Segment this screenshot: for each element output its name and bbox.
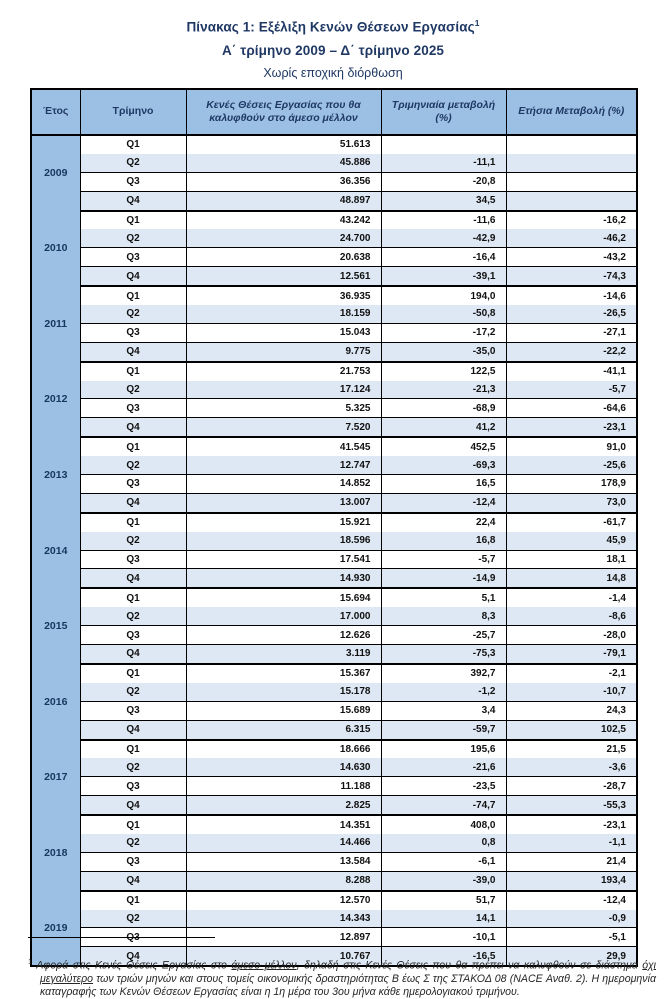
vacancies-cell: 3.119 <box>186 645 381 664</box>
table-row <box>31 758 637 776</box>
quarter-cell: Q3 <box>80 475 186 494</box>
quarterly-change-cell: -16,4 <box>381 248 506 267</box>
quarter-cell: Q2 <box>80 305 186 323</box>
year-cell: 2012 <box>31 362 80 438</box>
table-row <box>31 418 637 437</box>
footnote-marker: 1 <box>28 956 33 966</box>
vacancies-cell: 17.124 <box>186 381 381 399</box>
vacancies-cell: 36.935 <box>186 286 381 305</box>
vacancies-cell: 24.700 <box>186 229 381 247</box>
quarter-cell: Q1 <box>80 211 186 230</box>
quarterly-change-cell: -17,2 <box>381 323 506 342</box>
table-row <box>31 626 637 645</box>
annual-change-cell: -28,7 <box>506 777 637 796</box>
quarterly-change-cell: -16,5 <box>381 947 506 966</box>
document-titles <box>0 18 666 80</box>
table-row <box>31 834 637 852</box>
annual-change-cell: 45,9 <box>506 532 637 550</box>
vacancies-cell: 11.188 <box>186 777 381 796</box>
vacancies-cell: 5.325 <box>186 399 381 418</box>
annual-change-cell: -28,0 <box>506 626 637 645</box>
vacancies-cell: 48.897 <box>186 191 381 210</box>
vacancies-cell: 18.159 <box>186 305 381 323</box>
vacancies-cell: 15.689 <box>186 701 381 720</box>
quarterly-change-cell: -69,3 <box>381 456 506 474</box>
quarterly-change-cell: 452,5 <box>381 437 506 456</box>
table-header <box>31 89 637 135</box>
annual-change-cell: -74,3 <box>506 267 637 286</box>
quarterly-change-cell: 392,7 <box>381 664 506 683</box>
quarter-cell: Q1 <box>80 135 186 154</box>
annual-change-cell: -0,9 <box>506 910 637 928</box>
table-row <box>31 740 637 759</box>
annual-change-cell: -10,7 <box>506 683 637 701</box>
annual-change-cell <box>506 154 637 172</box>
vacancies-cell: 9.775 <box>186 342 381 361</box>
vacancies-cell: 12.626 <box>186 626 381 645</box>
vacancies-cell: 45.886 <box>186 154 381 172</box>
vacancies-cell: 2.825 <box>186 796 381 815</box>
table-row <box>31 777 637 796</box>
table-row <box>31 815 637 834</box>
annual-change-cell <box>506 191 637 210</box>
quarterly-change-cell: 3,4 <box>381 701 506 720</box>
footnote-segment: των τριών μηνών και στους τομείς οικονομικής δραστηριότητας Β έως Σ της ΣΤΑΚΟΔ 08 (NACE Αναθ. 2). Η ημερομηνία καταγραφής των Κενών Θέσεων Εργασίας είναι η 1η μέρα του 3ου μήνα κάθε ημερολογιακού τριμήνου. <box>40 972 656 998</box>
page-title-text: Πίνακας 1: Εξέλιξη Κενών Θέσεων Εργασίας <box>186 19 475 35</box>
annual-change-cell: -25,6 <box>506 456 637 474</box>
vacancies-cell: 15.178 <box>186 683 381 701</box>
annual-change-cell: -5,7 <box>506 381 637 399</box>
quarter-cell: Q1 <box>80 740 186 759</box>
quarter-cell: Q3 <box>80 248 186 267</box>
annual-change-cell: 102,5 <box>506 720 637 739</box>
vacancies-cell: 13.584 <box>186 852 381 871</box>
quarter-cell: Q3 <box>80 323 186 342</box>
year-cell: 2014 <box>31 513 80 589</box>
quarter-cell: Q4 <box>80 796 186 815</box>
table-row <box>31 229 637 247</box>
vacancies-cell: 13.007 <box>186 493 381 512</box>
quarterly-change-cell: -42,9 <box>381 229 506 247</box>
quarterly-change-cell: 16,5 <box>381 475 506 494</box>
vacancies-cell: 20.638 <box>186 248 381 267</box>
col-header-annual-change: Ετήσια Μεταβολή (%) <box>506 89 637 135</box>
quarter-cell: Q1 <box>80 286 186 305</box>
table-body <box>31 135 637 966</box>
quarterly-change-cell: 41,2 <box>381 418 506 437</box>
quarter-cell: Q4 <box>80 569 186 588</box>
vacancies-cell: 10.767 <box>186 947 381 966</box>
footnote-underlined-phrase: άμεσο μέλλον <box>231 959 297 972</box>
annual-change-cell: 178,9 <box>506 475 637 494</box>
year-cell: 2010 <box>31 211 80 287</box>
annual-change-cell: -61,7 <box>506 513 637 532</box>
table-row <box>31 569 637 588</box>
year-cell: 2015 <box>31 588 80 664</box>
table-row <box>31 701 637 720</box>
annual-change-cell: -23,1 <box>506 815 637 834</box>
vacancies-cell: 8.288 <box>186 871 381 890</box>
annual-change-cell: 193,4 <box>506 871 637 890</box>
annual-change-cell: -43,2 <box>506 248 637 267</box>
quarterly-change-cell: 14,1 <box>381 910 506 928</box>
quarter-cell: Q3 <box>80 928 186 947</box>
col-header-vacancies: Κενές Θέσεις Εργασίας που θα καλυφθούν στο άμεσο μέλλον <box>186 89 381 135</box>
quarter-cell: Q2 <box>80 154 186 172</box>
table-row <box>31 493 637 512</box>
table-row <box>31 645 637 664</box>
table-row <box>31 267 637 286</box>
vacancies-cell: 15.043 <box>186 323 381 342</box>
quarterly-change-cell: 194,0 <box>381 286 506 305</box>
table-row <box>31 532 637 550</box>
year-cell: 2018 <box>31 815 80 891</box>
annual-change-cell: -5,1 <box>506 928 637 947</box>
table-row <box>31 607 637 625</box>
table-row <box>31 891 637 910</box>
year-cell: 2019 <box>31 891 80 967</box>
page-title <box>0 18 666 35</box>
vacancies-cell: 12.747 <box>186 456 381 474</box>
quarterly-change-cell: -35,0 <box>381 342 506 361</box>
annual-change-cell: 29,9 <box>506 947 637 966</box>
quarterly-change-cell: -50,8 <box>381 305 506 323</box>
page-subtitle: Α΄ τρίμηνο 2009 – Δ΄ τρίμηνο 2025 <box>221 42 445 58</box>
quarter-cell: Q4 <box>80 191 186 210</box>
vacancies-cell: 18.596 <box>186 532 381 550</box>
quarter-cell: Q2 <box>80 758 186 776</box>
vacancies-cell: 12.897 <box>186 928 381 947</box>
footnote <box>28 955 656 999</box>
annual-change-cell: -22,2 <box>506 342 637 361</box>
annual-change-cell: -55,3 <box>506 796 637 815</box>
vacancies-cell: 43.242 <box>186 211 381 230</box>
quarterly-change-cell: -11,6 <box>381 211 506 230</box>
quarter-cell: Q3 <box>80 399 186 418</box>
quarter-cell: Q1 <box>80 437 186 456</box>
annual-change-cell: -27,1 <box>506 323 637 342</box>
quarter-cell: Q1 <box>80 588 186 607</box>
vacancies-cell: 18.666 <box>186 740 381 759</box>
table-row <box>31 456 637 474</box>
quarterly-change-cell: -21,3 <box>381 381 506 399</box>
quarter-cell: Q3 <box>80 550 186 569</box>
quarterly-change-cell: 8,3 <box>381 607 506 625</box>
vacancies-cell: 36.356 <box>186 172 381 191</box>
table-row <box>31 154 637 172</box>
table-row <box>31 362 637 381</box>
vacancies-cell: 7.520 <box>186 418 381 437</box>
table-row <box>31 211 637 230</box>
year-cell: 2016 <box>31 664 80 740</box>
page-subtitle-note: Χωρίς εποχική διόρθωση <box>263 65 403 80</box>
vacancies-cell: 17.000 <box>186 607 381 625</box>
col-header-year: Έτος <box>31 89 80 135</box>
table-row <box>31 135 637 154</box>
table-row <box>31 910 637 928</box>
annual-change-cell: -79,1 <box>506 645 637 664</box>
vacancies-cell: 51.613 <box>186 135 381 154</box>
table-row <box>31 172 637 191</box>
footnote-underlined-phrase: όχι μεγαλύτερο <box>40 959 657 985</box>
footnote-segment: , δηλαδή στις Κενές Θέσεις που θα πρέπει να καλυφθούν σε διάστημα <box>296 959 643 972</box>
quarterly-change-cell: -39,0 <box>381 871 506 890</box>
quarter-cell: Q4 <box>80 342 186 361</box>
annual-change-cell: -23,1 <box>506 418 637 437</box>
quarterly-change-cell: 5,1 <box>381 588 506 607</box>
quarterly-change-cell: -75,3 <box>381 645 506 664</box>
quarterly-change-cell: 408,0 <box>381 815 506 834</box>
annual-change-cell: -64,6 <box>506 399 637 418</box>
vacancies-cell: 14.466 <box>186 834 381 852</box>
quarterly-change-cell: 16,8 <box>381 532 506 550</box>
quarter-cell: Q2 <box>80 229 186 247</box>
annual-change-cell: -26,5 <box>506 305 637 323</box>
table-row <box>31 399 637 418</box>
annual-change-cell <box>506 172 637 191</box>
annual-change-cell: 14,8 <box>506 569 637 588</box>
quarterly-change-cell: -59,7 <box>381 720 506 739</box>
annual-change-cell: -14,6 <box>506 286 637 305</box>
footnote-text <box>32 959 656 998</box>
quarterly-change-cell: -20,8 <box>381 172 506 191</box>
quarter-cell: Q2 <box>80 381 186 399</box>
quarter-cell: Q4 <box>80 267 186 286</box>
vacancies-cell: 14.630 <box>186 758 381 776</box>
annual-change-cell: -1,4 <box>506 588 637 607</box>
quarterly-change-cell: -21,6 <box>381 758 506 776</box>
quarterly-change-cell: 195,6 <box>381 740 506 759</box>
annual-change-cell: -16,2 <box>506 211 637 230</box>
year-cell: 2009 <box>31 135 80 211</box>
vacancies-table <box>30 88 638 967</box>
annual-change-cell <box>506 135 637 154</box>
annual-change-cell: -2,1 <box>506 664 637 683</box>
table-row <box>31 286 637 305</box>
quarterly-change-cell: -68,9 <box>381 399 506 418</box>
table-row <box>31 664 637 683</box>
annual-change-cell: -12,4 <box>506 891 637 910</box>
quarter-cell: Q1 <box>80 815 186 834</box>
quarterly-change-cell: 122,5 <box>381 362 506 381</box>
quarterly-change-cell: -12,4 <box>381 493 506 512</box>
quarter-cell: Q4 <box>80 947 186 966</box>
quarter-cell: Q3 <box>80 852 186 871</box>
year-cell: 2013 <box>31 437 80 513</box>
annual-change-cell: 18,1 <box>506 550 637 569</box>
table-row <box>31 323 637 342</box>
vacancies-cell: 6.315 <box>186 720 381 739</box>
quarter-cell: Q2 <box>80 683 186 701</box>
quarterly-change-cell: -23,5 <box>381 777 506 796</box>
quarter-cell: Q2 <box>80 607 186 625</box>
col-header-quarterly-change: Τριμηνιαία μεταβολή (%) <box>381 89 506 135</box>
annual-change-cell: -41,1 <box>506 362 637 381</box>
year-cell: 2017 <box>31 740 80 816</box>
vacancies-cell: 14.343 <box>186 910 381 928</box>
vacancies-cell: 12.570 <box>186 891 381 910</box>
quarterly-change-cell: -1,2 <box>381 683 506 701</box>
quarterly-change-cell: -11,1 <box>381 154 506 172</box>
footnote-separator <box>28 937 215 938</box>
annual-change-cell: -1,1 <box>506 834 637 852</box>
col-header-quarter: Τρίμηνο <box>80 89 186 135</box>
quarterly-change-cell: -14,9 <box>381 569 506 588</box>
quarter-cell: Q4 <box>80 645 186 664</box>
table-row <box>31 871 637 890</box>
annual-change-cell: 21,5 <box>506 740 637 759</box>
vacancies-cell: 12.561 <box>186 267 381 286</box>
quarter-cell: Q3 <box>80 777 186 796</box>
quarter-cell: Q3 <box>80 626 186 645</box>
quarterly-change-cell: 34,5 <box>381 191 506 210</box>
vacancies-cell: 14.351 <box>186 815 381 834</box>
quarter-cell: Q1 <box>80 891 186 910</box>
annual-change-cell: 24,3 <box>506 701 637 720</box>
quarterly-change-cell: 22,4 <box>381 513 506 532</box>
table-row <box>31 513 637 532</box>
quarter-cell: Q2 <box>80 532 186 550</box>
annual-change-cell: -46,2 <box>506 229 637 247</box>
table-row <box>31 796 637 815</box>
table-row <box>31 437 637 456</box>
vacancies-cell: 15.921 <box>186 513 381 532</box>
quarterly-change-cell: -5,7 <box>381 550 506 569</box>
quarterly-change-cell: -6,1 <box>381 852 506 871</box>
table-row <box>31 342 637 361</box>
table-row <box>31 248 637 267</box>
quarter-cell: Q4 <box>80 493 186 512</box>
table-row <box>31 852 637 871</box>
quarterly-change-cell: -74,7 <box>381 796 506 815</box>
vacancies-cell: 15.694 <box>186 588 381 607</box>
table-row <box>31 191 637 210</box>
quarter-cell: Q1 <box>80 513 186 532</box>
annual-change-cell: -8,6 <box>506 607 637 625</box>
quarterly-change-cell: 51,7 <box>381 891 506 910</box>
quarter-cell: Q3 <box>80 701 186 720</box>
table-row <box>31 683 637 701</box>
table-row <box>31 475 637 494</box>
vacancies-cell: 17.541 <box>186 550 381 569</box>
quarter-cell: Q3 <box>80 172 186 191</box>
quarter-cell: Q4 <box>80 418 186 437</box>
footnote-segment: Αφορά στις Κενές Θέσεις Εργασίας στο <box>32 959 232 972</box>
quarterly-change-cell: -25,7 <box>381 626 506 645</box>
annual-change-cell: -3,6 <box>506 758 637 776</box>
vacancies-cell: 14.930 <box>186 569 381 588</box>
vacancies-cell: 15.367 <box>186 664 381 683</box>
quarterly-change-cell: 0,8 <box>381 834 506 852</box>
table-row <box>31 381 637 399</box>
annual-change-cell: 91,0 <box>506 437 637 456</box>
quarterly-change-cell: -39,1 <box>381 267 506 286</box>
quarterly-change-cell <box>381 135 506 154</box>
vacancies-cell: 21.753 <box>186 362 381 381</box>
quarterly-change-cell: -10,1 <box>381 928 506 947</box>
table-row <box>31 305 637 323</box>
table-row <box>31 588 637 607</box>
quarter-cell: Q2 <box>80 910 186 928</box>
annual-change-cell: 21,4 <box>506 852 637 871</box>
vacancies-cell: 14.852 <box>186 475 381 494</box>
quarter-cell: Q2 <box>80 834 186 852</box>
quarter-cell: Q2 <box>80 456 186 474</box>
quarter-cell: Q4 <box>80 720 186 739</box>
year-cell: 2011 <box>31 286 80 362</box>
title-footnote-marker: 1 <box>474 18 480 28</box>
vacancies-cell: 41.545 <box>186 437 381 456</box>
quarter-cell: Q1 <box>80 664 186 683</box>
table-row <box>31 720 637 739</box>
quarter-cell: Q4 <box>80 871 186 890</box>
table-row <box>31 550 637 569</box>
annual-change-cell: 73,0 <box>506 493 637 512</box>
quarter-cell: Q1 <box>80 362 186 381</box>
